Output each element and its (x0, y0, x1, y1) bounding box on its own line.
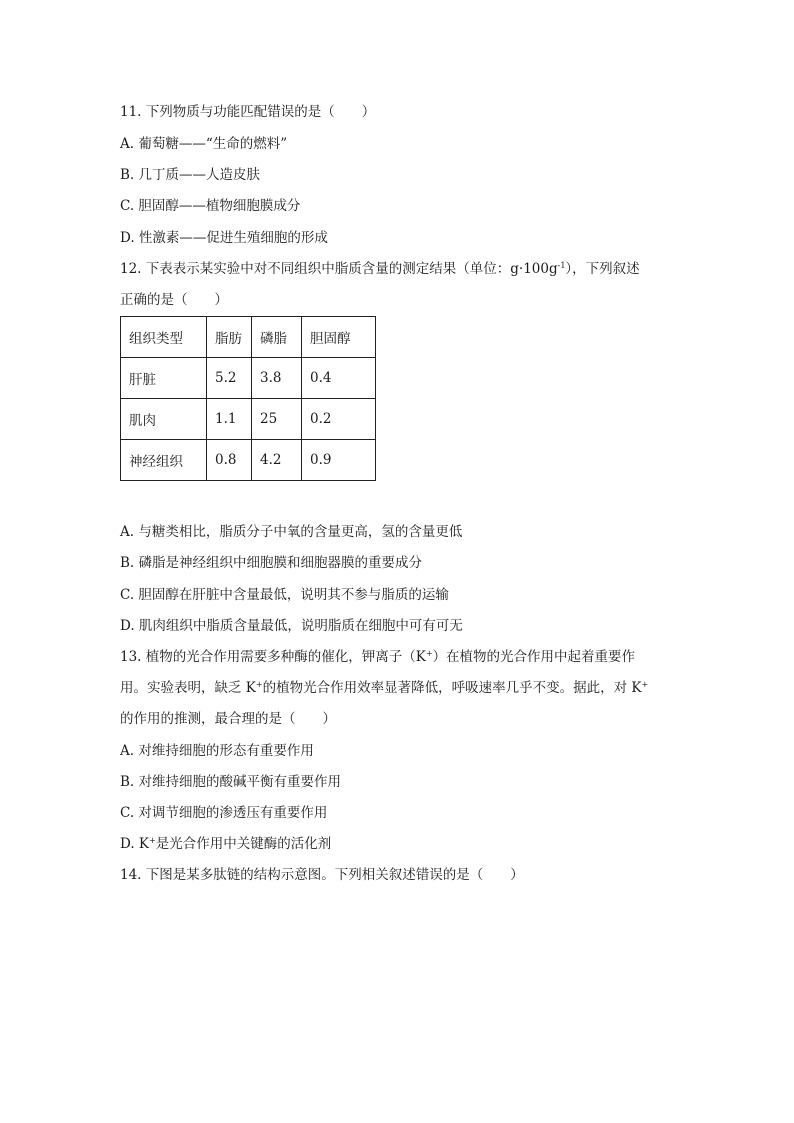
table-cell: 神经组织 (121, 440, 207, 481)
q13-stem-line3: 的作用的推测，最合理的是（ ） (120, 711, 336, 727)
table-row (121, 440, 376, 481)
table-cell: 5.2 (207, 358, 252, 399)
q13-option-d-part1: D. K (120, 836, 150, 852)
q12-stem-part1: 12. 下表表示某实验中对不同组织中脂质含量的测定结果（单位：g·100g (120, 261, 558, 277)
q13-line2-part1: 用。实验表明，缺乏 K (120, 680, 256, 696)
potassium-superscript: + (149, 836, 156, 845)
potassium-superscript: + (425, 649, 433, 658)
table-cell: 0.8 (207, 440, 252, 481)
q11-option-b: B. 几丁质——人造皮肤 (120, 167, 261, 183)
q11-option-a: A. 葡萄糖——“生命的燃料” (120, 136, 288, 152)
table-cell: 4.2 (252, 440, 302, 481)
q12-stem-part2: ），下列叙述 (565, 261, 640, 277)
q13-option-d-part2: 是光合作用中关键酶的活化剂 (155, 836, 332, 852)
q12-option-a: A. 与糖类相比，脂质分子中氧的含量更高，氢的含量更低 (120, 524, 463, 540)
q14-stem: 14. 下图是某多肽链的结构示意图。下列相关叙述错误的是（ ） (120, 867, 524, 883)
q12-option-d: D. 肌肉组织中脂质含量最低，说明脂质在细胞中可有可无 (120, 618, 463, 634)
table-header-row (121, 317, 376, 358)
table-cell: 0.9 (302, 440, 376, 481)
potassium-superscript: + (255, 680, 263, 689)
q11-option-d: D. 性激素——促进生殖细胞的形成 (120, 230, 328, 246)
potassium-superscript: + (641, 680, 649, 689)
q13-line2-part2: 的植物光合作用效率显著降低，呼吸速率几乎不变。据此，对 K (262, 680, 642, 696)
table-cell: 肝脏 (121, 358, 207, 399)
table-row (121, 399, 376, 440)
table-cell: 0.2 (302, 399, 376, 440)
q13-line1-part1: 13. 植物的光合作用需要多种酶的催化，钾离子（K (120, 649, 426, 665)
q13-option-a: A. 对维持细胞的形态有重要作用 (120, 743, 314, 759)
q13-option-c: C. 对调节细胞的渗透压有重要作用 (120, 805, 328, 821)
table-cell: 1.1 (207, 399, 252, 440)
q13-line1-part2: ）在植物的光合作用中起着重要作 (432, 649, 636, 665)
table-cell: 3.8 (252, 358, 302, 399)
q12-unit-superscript: -1 (557, 261, 566, 270)
q12-option-b: B. 磷脂是神经组织中细胞膜和细胞器膜的重要成分 (120, 555, 423, 571)
q11-option-c: C. 胆固醇——植物细胞膜成分 (120, 198, 301, 214)
lipid-content-table (120, 316, 376, 481)
table-cell: 25 (252, 399, 302, 440)
table-cell: 肌肉 (121, 399, 207, 440)
q13-option-d (120, 835, 331, 853)
table-row (121, 358, 376, 399)
table-header-cell: 脂肪 (207, 317, 252, 358)
table-cell: 0.4 (302, 358, 376, 399)
q12-stem-line2: 正确的是（ ） (120, 292, 228, 308)
q13-stem-line1 (120, 648, 635, 666)
q13-stem-line2 (120, 679, 648, 697)
table-header-cell: 磷脂 (252, 317, 302, 358)
q13-option-b: B. 对维持细胞的酸碱平衡有重要作用 (120, 774, 342, 790)
q12-stem-line1 (120, 260, 640, 278)
table-header-cell: 胆固醇 (302, 317, 376, 358)
q11-stem: 11. 下列物质与功能匹配错误的是（ ） (120, 104, 376, 120)
table-header-cell: 组织类型 (121, 317, 207, 358)
q12-option-c: C. 胆固醇在肝脏中含量最低，说明其不参与脂质的运输 (120, 587, 449, 603)
